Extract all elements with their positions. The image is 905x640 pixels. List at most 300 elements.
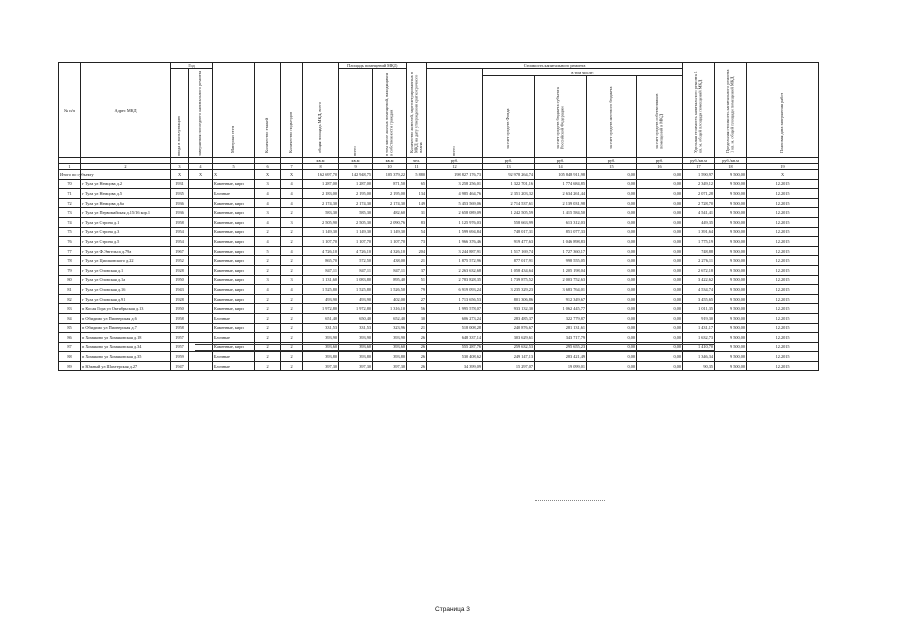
unit-cell: руб./кв.м xyxy=(683,158,715,164)
table-cell: 283 421,49 xyxy=(535,352,587,362)
table-cell: 3 xyxy=(255,275,281,285)
table-cell: 0,00 xyxy=(637,227,683,237)
table-cell: 1 149,30 xyxy=(373,227,407,237)
table-cell: 12.2015 xyxy=(747,323,819,333)
table-cell: 801 306,86 xyxy=(483,294,535,304)
table-cell: 26 xyxy=(407,361,427,371)
table-cell: г Тула ул Немцова д.6а xyxy=(81,198,171,208)
table-cell: 295 655,23 xyxy=(535,342,587,352)
table-cell: 1 995 578,07 xyxy=(427,304,483,314)
table-cell: 2 634 261,44 xyxy=(535,189,587,199)
table-cell: 1 966 376,46 xyxy=(427,237,483,247)
table-cell: 0,00 xyxy=(637,246,683,256)
header-area-total: всего xyxy=(339,69,373,158)
table-cell: 0,00 xyxy=(587,304,637,314)
table-cell: Каменные, кирп xyxy=(213,179,255,189)
table-cell: 0,00 xyxy=(637,256,683,266)
table-cell: 134 xyxy=(407,189,427,199)
table-cell: X xyxy=(281,170,303,180)
unit-cell: кв.м xyxy=(339,158,373,164)
table-cell: 4 xyxy=(281,246,303,256)
table-cell: 2 139 031,98 xyxy=(535,198,587,208)
table-cell: 9 500,00 xyxy=(715,285,747,295)
table-cell: п Хомяково ул Хомяковская д.35 xyxy=(81,352,171,362)
table-cell: 322 779,87 xyxy=(535,313,587,323)
table-cell: 585,30 xyxy=(339,208,373,218)
table-cell: 9 500,00 xyxy=(715,246,747,256)
table-cell: 343 717,79 xyxy=(535,333,587,343)
table-cell: 82 xyxy=(59,294,81,304)
table-cell: 3 xyxy=(255,208,281,218)
table-cell: 482,60 xyxy=(373,208,407,218)
column-number-cell: 14 xyxy=(535,164,587,170)
table-cell xyxy=(189,361,213,371)
table-cell: 2 xyxy=(255,333,281,343)
table-cell: п Обидимо ул Пионерская д.6 xyxy=(81,313,171,323)
table-cell: 1 149,30 xyxy=(303,227,339,237)
table-cell: 303 629,61 xyxy=(483,333,535,343)
table-cell: 9 500,00 xyxy=(715,208,747,218)
table-cell: г Тула ул Первомайская д.15/16 кор.1 xyxy=(81,208,171,218)
table-cell: 558 663,99 xyxy=(483,217,535,227)
header-cost-total: всего xyxy=(427,69,483,158)
table-cell: п Хомяково ул Хомяковская д.34 xyxy=(81,342,171,352)
table-cell: 2 505,90 xyxy=(303,217,339,227)
table-cell: Каменные, кирп xyxy=(213,265,255,275)
table-cell: 1967 xyxy=(171,246,189,256)
header-num: № п/п xyxy=(59,63,81,158)
table-cell: 26 xyxy=(407,333,427,343)
column-number-cell: 1 xyxy=(59,164,81,170)
header-total-area: общая площадь МКД, всего xyxy=(303,63,339,158)
table-cell: 92 978 264,74 xyxy=(483,170,535,180)
repair-plan-sheet xyxy=(58,62,818,371)
table-cell: 1 322 701,16 xyxy=(483,179,535,189)
table-cell: 12.2015 xyxy=(747,294,819,304)
table-cell: 0,00 xyxy=(637,265,683,275)
table-cell: 2 xyxy=(281,342,303,352)
table-row xyxy=(59,208,819,218)
table-cell: 12.2015 xyxy=(747,304,819,314)
table-cell: 0,00 xyxy=(637,304,683,314)
table-cell: 2 174,30 xyxy=(303,198,339,208)
table-cell: 2 714 537,61 xyxy=(483,198,535,208)
total-row xyxy=(59,170,819,180)
unit-cell: руб. xyxy=(483,158,535,164)
table-cell: 518 008,28 xyxy=(427,323,483,333)
table-cell: 80 xyxy=(59,275,81,285)
table-cell: 26 xyxy=(407,352,427,362)
table-cell: 2 xyxy=(281,361,303,371)
table-cell: 2 090,76 xyxy=(373,217,407,227)
table-cell: 21 xyxy=(407,256,427,266)
table-cell: 3 258 256,01 xyxy=(427,179,483,189)
table-cell: 79 xyxy=(407,285,427,295)
table-cell: 4 726,10 xyxy=(303,246,339,256)
header-local: за счет средств местного бюджета xyxy=(587,76,637,158)
table-cell xyxy=(189,198,213,208)
table-cell: 2 071,28 xyxy=(683,189,715,199)
table-cell: Каменные, кирп xyxy=(213,227,255,237)
table-cell: 652,40 xyxy=(373,313,407,323)
table-cell: 76 xyxy=(59,237,81,247)
table-cell: 2 728,70 xyxy=(683,198,715,208)
table-cell: 12.2015 xyxy=(747,275,819,285)
table-cell: 851 077,33 xyxy=(535,227,587,237)
table-cell: 650,40 xyxy=(339,313,373,323)
header-limit-cost: Предельная стоимость капитального ремонта 1 кв. м. общей площади помещений МКД xyxy=(715,63,747,158)
table-cell: 912 349,67 xyxy=(535,294,587,304)
table-cell: Каменные, кирп xyxy=(213,342,255,352)
table-cell: 9 500,00 xyxy=(715,361,747,371)
table-cell: 613 312,03 xyxy=(535,217,587,227)
table-cell: 0,00 xyxy=(637,361,683,371)
table-cell: 73 xyxy=(407,237,427,247)
table-cell: 149 xyxy=(407,198,427,208)
table-cell: 2 xyxy=(281,313,303,323)
table-cell: 2 505,30 xyxy=(339,217,373,227)
table-cell: 1 525,80 xyxy=(303,285,339,295)
table-cell: 877 017,91 xyxy=(483,256,535,266)
table-cell: 12.2015 xyxy=(747,208,819,218)
table-cell: 2 xyxy=(255,352,281,362)
table-cell: 4 xyxy=(281,179,303,189)
table-cell: п Хомяково ул Хомяковская д.18 xyxy=(81,333,171,343)
table-cell: 12.2015 xyxy=(747,342,819,352)
table-cell: 4 xyxy=(281,285,303,295)
table-cell: 9 500,00 xyxy=(715,333,747,343)
table-cell: 83 xyxy=(407,217,427,227)
column-number-cell: 10 xyxy=(373,164,407,170)
table-cell: 9 500,00 xyxy=(715,323,747,333)
table-cell: 2 xyxy=(281,256,303,266)
table-cell: 0,00 xyxy=(637,352,683,362)
table-cell: г Тула ул Немцова д.5 xyxy=(81,189,171,199)
table-cell: г Тула ул Ф.Энгельса д.79а xyxy=(81,246,171,256)
table-cell xyxy=(189,227,213,237)
table-cell: 2 263 632,68 xyxy=(427,265,483,275)
table-cell: п Обидимо ул Пионерская д.7 xyxy=(81,323,171,333)
table-cell xyxy=(189,323,213,333)
table-cell: Каменные, кирп xyxy=(213,304,255,314)
table-cell: 4 985 464,76 xyxy=(427,189,483,199)
table-cell: 2 xyxy=(255,313,281,323)
table-cell: 865,70 xyxy=(303,256,339,266)
table-cell: 12.2015 xyxy=(747,227,819,237)
table-cell: 86 xyxy=(59,333,81,343)
table-cell: г Тула ул Оловская д.1а xyxy=(81,275,171,285)
table-cell: 895,40 xyxy=(373,275,407,285)
table-cell: X xyxy=(747,170,819,180)
table-cell: 331,53 xyxy=(303,323,339,333)
table-cell: 9 500,00 xyxy=(715,217,747,227)
table-cell: 1 242 505,59 xyxy=(483,208,535,218)
header-area-group: Площадь помещений МКД: xyxy=(339,63,407,69)
table-cell: Каменные, кирп xyxy=(213,237,255,247)
table-cell: 12.2015 xyxy=(747,285,819,295)
table-cell: 1928 xyxy=(171,294,189,304)
table-cell xyxy=(189,208,213,218)
table-cell: 5 453 569,06 xyxy=(427,198,483,208)
header-fund: за счет средств Фонда xyxy=(483,76,535,158)
column-number-cell: 15 xyxy=(587,164,637,170)
table-cell: 3 422,62 xyxy=(683,275,715,285)
table-cell: г Тула ул Оловская д.1 xyxy=(81,265,171,275)
table-cell: 493,90 xyxy=(303,294,339,304)
table-cell: 1 727 360,17 xyxy=(535,246,587,256)
column-number-cell: 12 xyxy=(427,164,483,170)
table-cell: 6 919 093,24 xyxy=(427,285,483,295)
table-cell: 9 500,00 xyxy=(715,227,747,237)
table-cell: Каменные, кирп xyxy=(213,256,255,266)
table-cell: 70 xyxy=(59,179,81,189)
table-cell: 9 500,00 xyxy=(715,189,747,199)
table-cell: 2 xyxy=(255,304,281,314)
table-cell: 9 500,00 xyxy=(715,198,747,208)
table-cell: 1 046 898,83 xyxy=(535,237,587,247)
column-number-cell: 4 xyxy=(189,164,213,170)
table-cell: 0,00 xyxy=(587,237,637,247)
unit-cell: руб. xyxy=(587,158,637,164)
table-cell xyxy=(189,313,213,323)
table-cell: 12.2015 xyxy=(747,246,819,256)
table-cell: 3 xyxy=(281,217,303,227)
column-number-cell: 8 xyxy=(303,164,339,170)
table-cell: X xyxy=(189,170,213,180)
table-cell: 1957 xyxy=(171,342,189,352)
table-row xyxy=(59,361,819,371)
table-row xyxy=(59,237,819,247)
table-cell: 0,00 xyxy=(587,189,637,199)
column-number-cell: 9 xyxy=(339,164,373,170)
separator-line xyxy=(195,344,715,345)
table-cell: 1 316,10 xyxy=(373,304,407,314)
table-cell: Блочные xyxy=(213,189,255,199)
table-cell: 3 244 887,91 xyxy=(427,246,483,256)
table-cell: 1935 xyxy=(171,189,189,199)
table-cell: 748,88 xyxy=(683,246,715,256)
table-cell: 393,60 xyxy=(339,342,373,352)
table-cell: 331,53 xyxy=(339,323,373,333)
table-cell: 1 391,64 xyxy=(683,227,715,237)
table-cell: 1 590,97 xyxy=(683,170,715,180)
table-cell: 83 xyxy=(59,304,81,314)
table-cell xyxy=(189,189,213,199)
table-cell: 1 875 572,96 xyxy=(427,256,483,266)
table-cell: Блочные xyxy=(213,352,255,362)
table-cell: 19 099,01 xyxy=(535,361,587,371)
table-cell: 847,11 xyxy=(339,265,373,275)
table-cell: 105 379,22 xyxy=(373,170,407,180)
table-cell: 1928 xyxy=(171,265,189,275)
column-number-cell: 5 xyxy=(213,164,255,170)
table-cell: 0,00 xyxy=(587,323,637,333)
table-cell: 0,00 xyxy=(587,208,637,218)
table-row xyxy=(59,179,819,189)
table-cell: 1947 xyxy=(171,361,189,371)
table-cell: 2 003 752,63 xyxy=(535,275,587,285)
table-cell: 9 500,00 xyxy=(715,170,747,180)
table-cell xyxy=(189,179,213,189)
table-cell: 0,00 xyxy=(637,208,683,218)
table-cell: 4 xyxy=(255,217,281,227)
table-row xyxy=(59,198,819,208)
table-cell: 12.2015 xyxy=(747,361,819,371)
separator-line xyxy=(195,350,715,351)
table-cell: 2 xyxy=(255,227,281,237)
table-cell: 54 xyxy=(407,227,427,237)
table-cell: 1 346,34 xyxy=(683,352,715,362)
table-cell: 2 xyxy=(281,265,303,275)
table-cell: 12.2015 xyxy=(747,189,819,199)
table-cell: 12.2015 xyxy=(747,198,819,208)
table-cell: 198 827 176,73 xyxy=(427,170,483,180)
table-cell: 12.2015 xyxy=(747,217,819,227)
table-cell: 0,00 xyxy=(587,227,637,237)
table-cell: 2 351 203,32 xyxy=(483,189,535,199)
table-cell: Каменные, кирп xyxy=(213,217,255,227)
table-cell: 393,60 xyxy=(303,342,339,352)
header-owners: за счет средств собственников помещений в МКД xyxy=(637,76,683,158)
table-row xyxy=(59,333,819,343)
table-cell: 1954 xyxy=(171,227,189,237)
table-cell: 9 500,00 xyxy=(715,342,747,352)
table-cell: 1 107,70 xyxy=(373,237,407,247)
table-cell: 0,00 xyxy=(637,198,683,208)
table-cell: 4 xyxy=(281,189,303,199)
table-row xyxy=(59,313,819,323)
table-cell: 1 205 198,04 xyxy=(535,265,587,275)
unit-cell: кв.м xyxy=(373,158,407,164)
table-cell: 583,30 xyxy=(303,208,339,218)
table-cell: 1 632,73 xyxy=(683,333,715,343)
table-cell: 79 xyxy=(59,265,81,275)
table-cell: 0,00 xyxy=(587,198,637,208)
table-cell: 0,00 xyxy=(637,217,683,227)
table-cell: 0,00 xyxy=(587,217,637,227)
table-cell: 2 xyxy=(281,323,303,333)
table-cell: 2 xyxy=(255,294,281,304)
table-cell: 5 xyxy=(255,246,281,256)
table-cell: 4 xyxy=(255,198,281,208)
table-cell: 0,00 xyxy=(587,342,637,352)
table-cell: г Тула ул Оловская д.16 xyxy=(81,285,171,295)
table-cell: 72 xyxy=(59,198,81,208)
table-cell: 1 131,60 xyxy=(303,275,339,285)
table-cell: 1 599 694,84 xyxy=(427,227,483,237)
table-cell: 1 149,30 xyxy=(339,227,373,237)
table-cell: 2 xyxy=(281,294,303,304)
table-row xyxy=(59,323,819,333)
table-cell xyxy=(189,256,213,266)
table-cell: 0,00 xyxy=(637,179,683,189)
table-cell: 9 500,00 xyxy=(715,313,747,323)
table-cell: 1 125 976,03 xyxy=(427,217,483,227)
table-cell: 0,00 xyxy=(587,313,637,323)
table-cell: Каменные, кирп xyxy=(213,285,255,295)
table-cell: п Южный ул Шахтерская д.27 xyxy=(81,361,171,371)
table-cell: 402,00 xyxy=(373,294,407,304)
table-cell: 85 xyxy=(59,323,81,333)
table-cell: 9 500,00 xyxy=(715,265,747,275)
table-cell: 438,00 xyxy=(373,256,407,266)
table-cell: 0,00 xyxy=(587,179,637,189)
table-cell: X xyxy=(213,170,255,180)
table-cell: 21 xyxy=(407,323,427,333)
table-cell: 847,11 xyxy=(373,265,407,275)
table-cell: 1 526,50 xyxy=(373,285,407,295)
table-cell xyxy=(81,170,171,180)
table-cell: 0,00 xyxy=(587,294,637,304)
column-number-cell: 18 xyxy=(715,164,747,170)
table-cell: 393,80 xyxy=(339,352,373,362)
table-cell: 748 017,31 xyxy=(483,227,535,237)
table-cell: 2 xyxy=(255,256,281,266)
table-cell: 3 235 329,23 xyxy=(483,285,535,295)
table-cell: X xyxy=(255,170,281,180)
table-cell: 2 xyxy=(281,227,303,237)
table-cell: 1 525,80 xyxy=(339,285,373,295)
table-row xyxy=(59,217,819,227)
table-cell: 0,00 xyxy=(637,275,683,285)
table-cell xyxy=(189,294,213,304)
table-cell: 1957 xyxy=(171,333,189,343)
table-cell: 2 xyxy=(255,323,281,333)
table-cell: 75 xyxy=(59,227,81,237)
table-cell: 0,00 xyxy=(587,275,637,285)
table-cell: 530 408,62 xyxy=(427,352,483,362)
table-cell: 0,00 xyxy=(637,285,683,295)
table-row xyxy=(59,352,819,362)
table-cell: г Тула ул Строна д.1 xyxy=(81,217,171,227)
table-cell: 3 xyxy=(255,179,281,189)
table-cell: 1 431,17 xyxy=(683,323,715,333)
table-cell: 449,35 xyxy=(683,217,715,227)
table-cell: 51 xyxy=(407,275,427,285)
table-cell: 105 848 911,98 xyxy=(535,170,587,180)
table-cell: 0,00 xyxy=(637,342,683,352)
table-cell: 0,00 xyxy=(637,294,683,304)
table-cell: 1 011,35 xyxy=(683,304,715,314)
column-number-cell: 7 xyxy=(281,164,303,170)
table-cell: 0,00 xyxy=(587,170,637,180)
table-cell: 12.2015 xyxy=(747,333,819,343)
table-cell: 73 xyxy=(59,208,81,218)
column-number-cell: 6 xyxy=(255,164,281,170)
table-cell: 871,50 xyxy=(373,179,407,189)
table-cell: 1 083,80 xyxy=(339,275,373,285)
header-regional: за счет средств бюджета субъекта Российской Федерации xyxy=(535,76,587,158)
table-cell: 397,30 xyxy=(339,361,373,371)
table-cell: 847,11 xyxy=(303,265,339,275)
table-cell: 1 972,80 xyxy=(339,304,373,314)
header-year-built: ввода в эксплуатацию xyxy=(171,69,189,158)
table-cell: 393,90 xyxy=(339,333,373,343)
table-cell: 81 xyxy=(59,285,81,295)
table-cell: 0,00 xyxy=(637,237,683,247)
table-cell: 9 500,00 xyxy=(715,294,747,304)
table-cell: Блочные xyxy=(213,361,255,371)
table-cell: 1959 xyxy=(171,352,189,362)
table-cell xyxy=(189,275,213,285)
table-cell: Каменные, кирп xyxy=(213,208,255,218)
table-cell: 204 xyxy=(407,246,427,256)
table-cell: 0,00 xyxy=(587,246,637,256)
table-cell: 12.2015 xyxy=(747,352,819,362)
table-cell: 9 500,00 xyxy=(715,275,747,285)
table-cell: 572,50 xyxy=(339,256,373,266)
header-incl: в том числе: xyxy=(483,69,683,76)
